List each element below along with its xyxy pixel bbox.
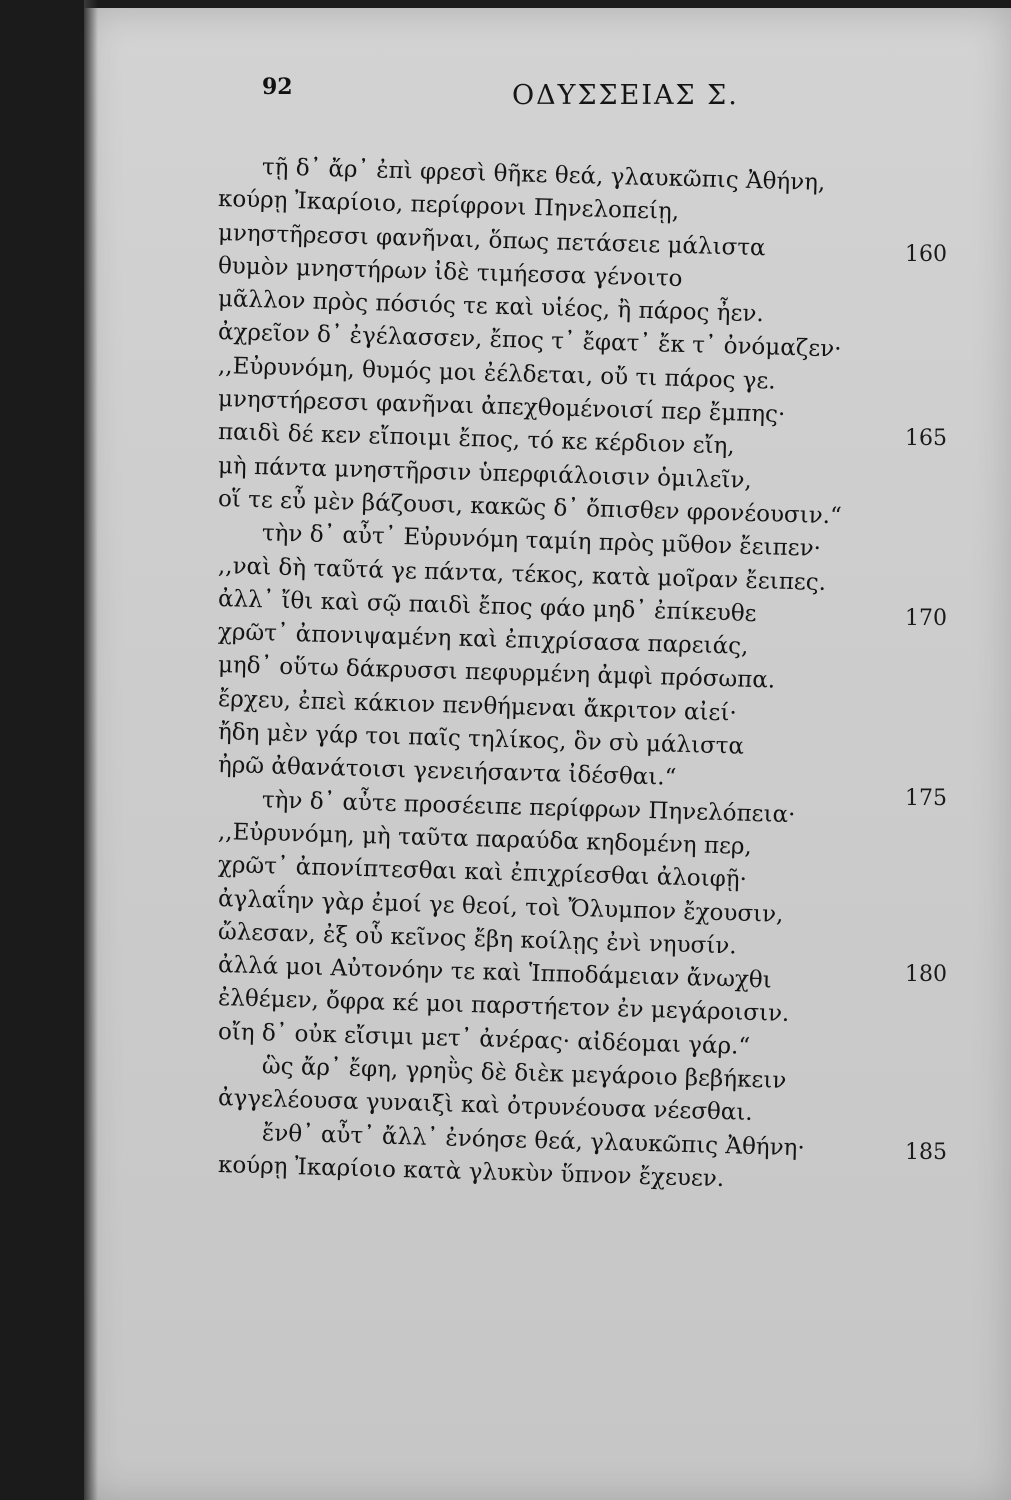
verse-line: κούρῃ Ἰκαρίοιο κατὰ γλυκὺν ὕπνον ἔχευεν. (217, 1151, 725, 1193)
verse-block (217, 150, 918, 1193)
verse-line: ἀχρεῖον δ᾿ ἐγέλασσεν, ἔπος τ᾿ ἔφατ᾿ ἔκ τ᾿ ὀνόμαζεν· (217, 319, 842, 363)
running-title: ΟΔΥΣΣΕΙΑΣ Σ. (512, 80, 739, 111)
verse-line: ὤλεσαν, ἐξ οὗ κεῖνος ἔβη κοίλῃς ἐνὶ νηυσίν. (217, 918, 737, 960)
line-number: 165 (905, 426, 947, 451)
verse-line: ὣς ἄρ᾿ ἔφη, γρηῢς δὲ διὲκ μεγάροιο βεβήκειν (261, 1053, 787, 1094)
verse-line: χρῶτ᾿ ἀπονιψαμένη καὶ ἐπιχρίσασα παρειάς, (217, 619, 749, 660)
page-header (0, 0, 1011, 140)
verse-line: παιδὶ δέ κεν εἴποιμι ἔπος, τό κε κέρδιον εἴη, (217, 419, 736, 460)
verse-line: ,,Εὐρυνόμη, θυμός μοι ἐέλδεται, οὔ τι πάρος γε. (217, 352, 777, 395)
verse-line: ἀγγελέουσα γυναιξὶ καὶ ὀτρυνέουσα νέεσθαι. (217, 1085, 754, 1127)
verse-line: ἀλλά μοι Αὐτονόην τε καὶ Ἱπποδάμειαν ἄνωχθι (217, 952, 773, 994)
verse-line: οἴη δ᾿ οὐκ εἴσιμι μετ᾿ ἀνέρας· αἰδέομαι γάρ.“ (217, 1018, 751, 1060)
verse-line: ἠρῶ ἀθανάτοισι γενειήσαντα ἰδέσθαι.“ (217, 752, 677, 792)
verse-line: τῇ δ᾿ ἄρ᾿ ἐπὶ φρεσὶ θῆκε θεά, γλαυκῶπις Ἀθήνη, (261, 154, 826, 196)
verse-line: τὴν δ᾿ αὖτ᾿ Εὐρυνόμη ταμίη πρὸς μῦθον ἔειπεν· (261, 520, 822, 563)
verse-line: μᾶλλον πρὸς πόσιός τε καὶ υἱέος, ἢ πάρος ἦεν. (217, 286, 765, 328)
verse-line: ἐλθέμεν, ὄφρα κέ μοι παρστήετον ἐν μεγάροισιν. (217, 985, 790, 1028)
verse-line: μὴ πάντα μνηστῆρσιν ὑπερφιάλοισιν ὁμιλεῖν, (217, 452, 753, 494)
verse-line: ,,ναὶ δὴ ταῦτά γε πάντα, τέκος, κατὰ μοῖραν ἔειπες. (217, 552, 827, 596)
verse-line: μνηστήρεσσι φανῆναι ἀπεχθομένοισί περ ἔμπης· (217, 386, 786, 428)
page-gutter-shadow (84, 0, 98, 1500)
line-number: 185 (905, 1140, 947, 1165)
line-number: 170 (905, 606, 947, 631)
verse-line: τὴν δ᾿ αὖτε προσέειπε περίφρων Πηνελόπεια· (261, 786, 796, 828)
verse-line: ἔρχευ, ἐπεὶ κάκιον πενθήμεναι ἄκριτον αἰεί· (217, 685, 738, 727)
line-number: 160 (905, 242, 947, 267)
verse-line: κούρῃ Ἰκαρίοιο, περίφρονι Πηνελοπείῃ, (217, 186, 680, 226)
verse-line: θυμὸν μνηστήρων ἰδὲ τιμήεσσα γένοιτο (217, 252, 683, 292)
line-number: 175 (905, 786, 947, 811)
page-number: 92 (262, 74, 293, 100)
verse-line: ἔνθ᾿ αὖτ᾿ ἄλλ᾿ ἐνόησε θεά, γλαυκῶπις Ἀθήνη· (261, 1119, 806, 1161)
verse-line: ἀγλαΐην γὰρ ἐμοί γε θεοί, τοὶ Ὄλυμπον ἔχουσιν, (217, 885, 784, 928)
verse-line: οἵ τε εὖ μὲν βάζουσι, κακῶς δ᾿ ὄπισθεν φρονέουσιν.“ (217, 485, 843, 530)
verse-line: ἤδη μὲν γάρ τοι παῖς τηλίκος, ὃν σὺ μάλιστα (217, 719, 745, 760)
line-number: 180 (905, 962, 947, 987)
verse-line: μνηστῆρεσσι φανῆναι, ὅπως πετάσειε μάλιστα (217, 219, 766, 261)
verse-line: χρῶτ᾿ ἀπονίπτεσθαι καὶ ἐπιχρίεσθαι ἀλοιφῇ· (217, 852, 748, 894)
verse-line: μηδ᾿ οὕτω δάκρυσσι πεφυρμένη ἀμφὶ πρόσωπα. (217, 652, 776, 695)
verse-line: ,,Εὐρυνόμη, μὴ ταῦτα παραύδα κηδομένη περ, (217, 818, 753, 860)
verse-line: ἀλλ᾿ ἴθι καὶ σῷ παιδὶ ἔπος φάο μηδ᾿ ἐπίκευθε (217, 585, 757, 627)
